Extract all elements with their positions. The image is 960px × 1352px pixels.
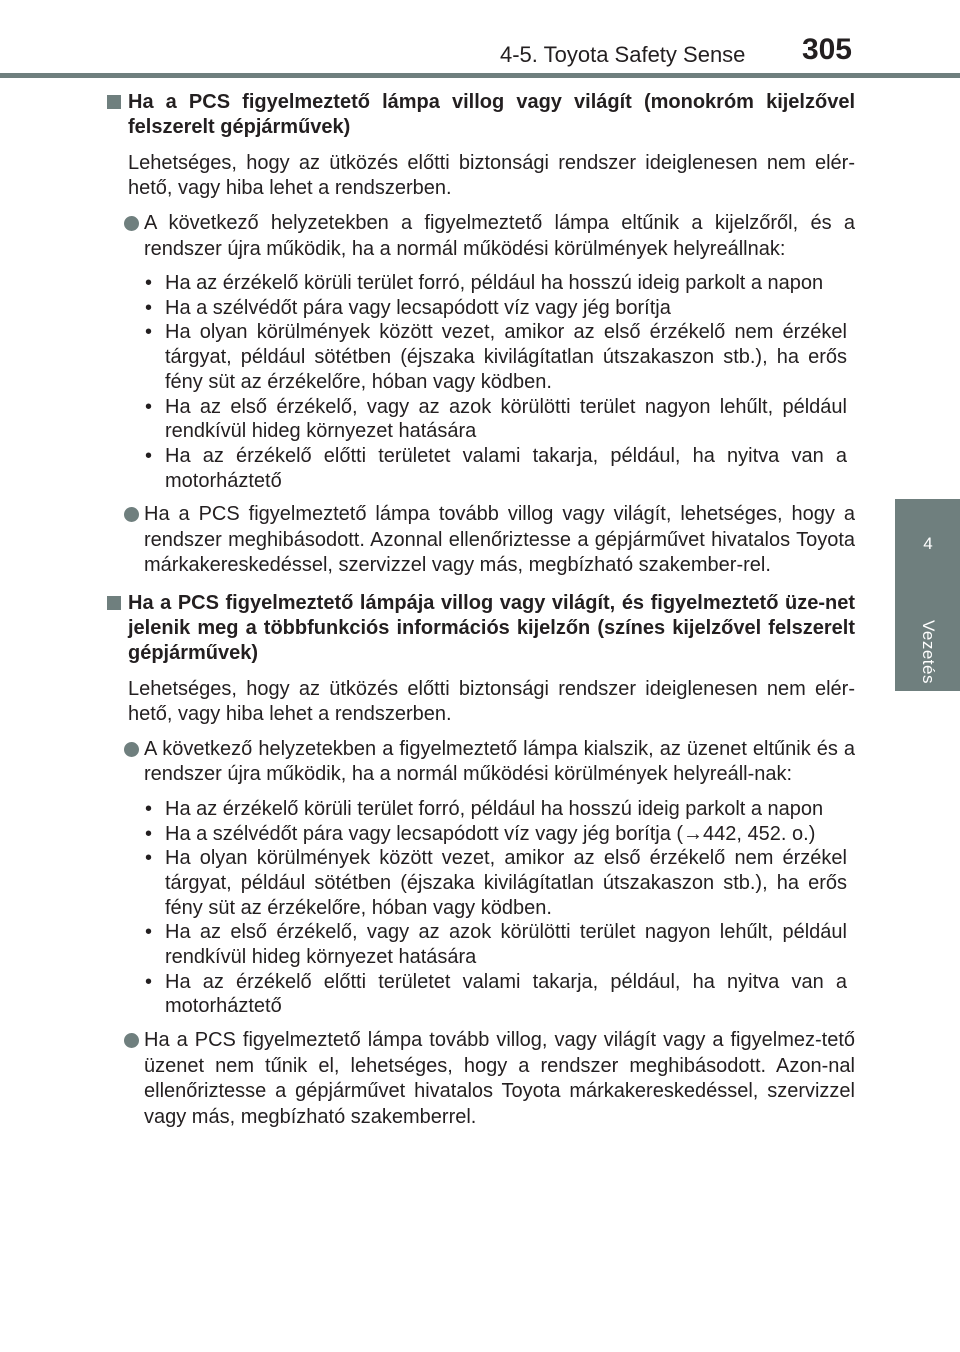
page-number: 305 [801,33,852,66]
list-item: • Ha az érzékelő körüli terület forró, például ha hosszú ideig parkolt a napon [145,797,824,820]
section-intro: Lehetséges, hogy az ütközés előtti biztonsági rendszer ideiglenesen nem elér-hető, vagy hiba lehet a rendszerben. [128,152,855,199]
dot-bullet: • [145,444,153,467]
list-item: • Ha olyan körülmények között vezet, amikor az első érzékelő nem érzékel tárgyat, például sötétben (éjszaka kivilágítatlan útszakaszon stb.), ha erős fény süt az érzékelőre, hóban vagy ködben. [145,847,847,919]
section-heading [107,591,855,666]
bullet-text: Ha a PCS figyelmeztető lámpa tovább villog vagy világít, lehetséges, hogy a rendszer meghibásodott. Azonnal ellenőriztesse a gépjárművet hivatalos Toyota márkakereskedéssel, szervizzel vagy más, megbízható szakember-rel. [144,503,855,577]
dot-bullet: • [145,272,153,294]
condition-list [107,271,855,493]
list-item: • Ha az érzékelő előtti területet valami takarja, például, ha nyitva van a motorháztető [145,970,847,1018]
list-item: • Ha az első érzékelő, vagy az azok körülötti terület nagyon lehűlt, például rendkívül hideg környezet hatására [145,921,847,969]
section-heading-text: Ha a PCS figyelmeztető lámpája villog vagy világít, és figyelmeztető üze-net jelenik meg a többfunkciós információs kijelzőn (színes kijelzővel felszerelt gépjárművek) [128,591,855,664]
circle-bullet-icon [124,216,139,231]
section-heading [107,90,855,140]
square-bullet-icon [107,95,121,109]
section-heading-text: Ha a PCS figyelmeztető lámpa villog vagy világít (monokróm kijelzővel felszerelt gépjárművek) [128,91,855,138]
section-title: 4-5. Toyota Safety Sense [500,42,746,67]
dot-bullet: • [145,970,153,993]
dot-bullet: • [145,797,153,820]
square-bullet-icon [107,596,121,610]
circle-bullet-icon [124,742,139,757]
circle-bullet-icon [124,507,139,522]
circle-bullet-item [107,211,855,262]
list-item: • Ha az első érzékelő, vagy az azok körülötti terület nagyon lehűlt, például rendkívül hideg környezet hatására [145,395,847,443]
list-item: • Ha a szélvédőt pára vagy lecsapódott víz vagy jég borítja (→442, 452. o.) [145,822,816,845]
dot-bullet: • [145,847,153,870]
circle-bullet-item [107,1028,855,1130]
circle-bullet-item [107,737,855,788]
dot-bullet: • [145,921,153,944]
bullet-text: A következő helyzetekben a figyelmeztető lámpa kialszik, az üzenet eltűnik és a rendszer újra működik, ha a normál működési körülmények helyreáll-nak: [144,737,855,786]
list-item: • Ha az érzékelő előtti területet valami takarja, például, ha nyitva van a motorháztető [145,444,847,492]
list-item: • Ha olyan körülmények között vezet, amikor az első érzékelő nem érzékel tárgyat, például sötétben (éjszaka kivilágítatlan útszakaszon stb.), ha erős fény süt az érzékelőre, hóban vagy ködben. [145,321,847,393]
list-item: • Ha az érzékelő körüli terület forró, például ha hosszú ideig parkolt a napon [145,272,824,294]
bullet-text: Ha a PCS figyelmeztető lámpa tovább villog, vagy világít vagy a figyelmez-tető üzenet nem tűnik el, lehetséges, hogy a rendszer meghibásodott. Azon-nal ellenőriztesse a gépjárművet hivatalos Toyota márkakereskedéssel, szervizzel vagy más, megbízható szakemberrel. [144,1029,855,1128]
circle-bullet-item [107,502,855,579]
dot-bullet: • [145,321,153,344]
dot-bullet: • [145,395,153,418]
chapter-number: 4 [923,534,933,553]
header-rule [0,73,960,78]
bullet-text: A következő helyzetekben a figyelmeztető lámpa eltűnik a kijelzőről, és a rendszer újra működik, ha a normál működési körülmények helyreállnak: [144,212,855,260]
chapter-label: Vezetés [919,620,938,684]
dot-bullet: • [145,822,153,845]
section-monochrome [107,90,855,579]
dot-bullet: • [145,296,153,319]
section-color-display [107,591,855,1130]
condition-list [107,797,855,1019]
circle-bullet-icon [124,1033,139,1048]
section-intro: Lehetséges, hogy az ütközés előtti biztonsági rendszer ideiglenesen nem elér-hető, vagy hiba lehet a rendszerben. [128,677,855,725]
list-item: • Ha a szélvédőt pára vagy lecsapódott víz vagy jég borítja [145,296,671,319]
page-content [107,90,855,1139]
